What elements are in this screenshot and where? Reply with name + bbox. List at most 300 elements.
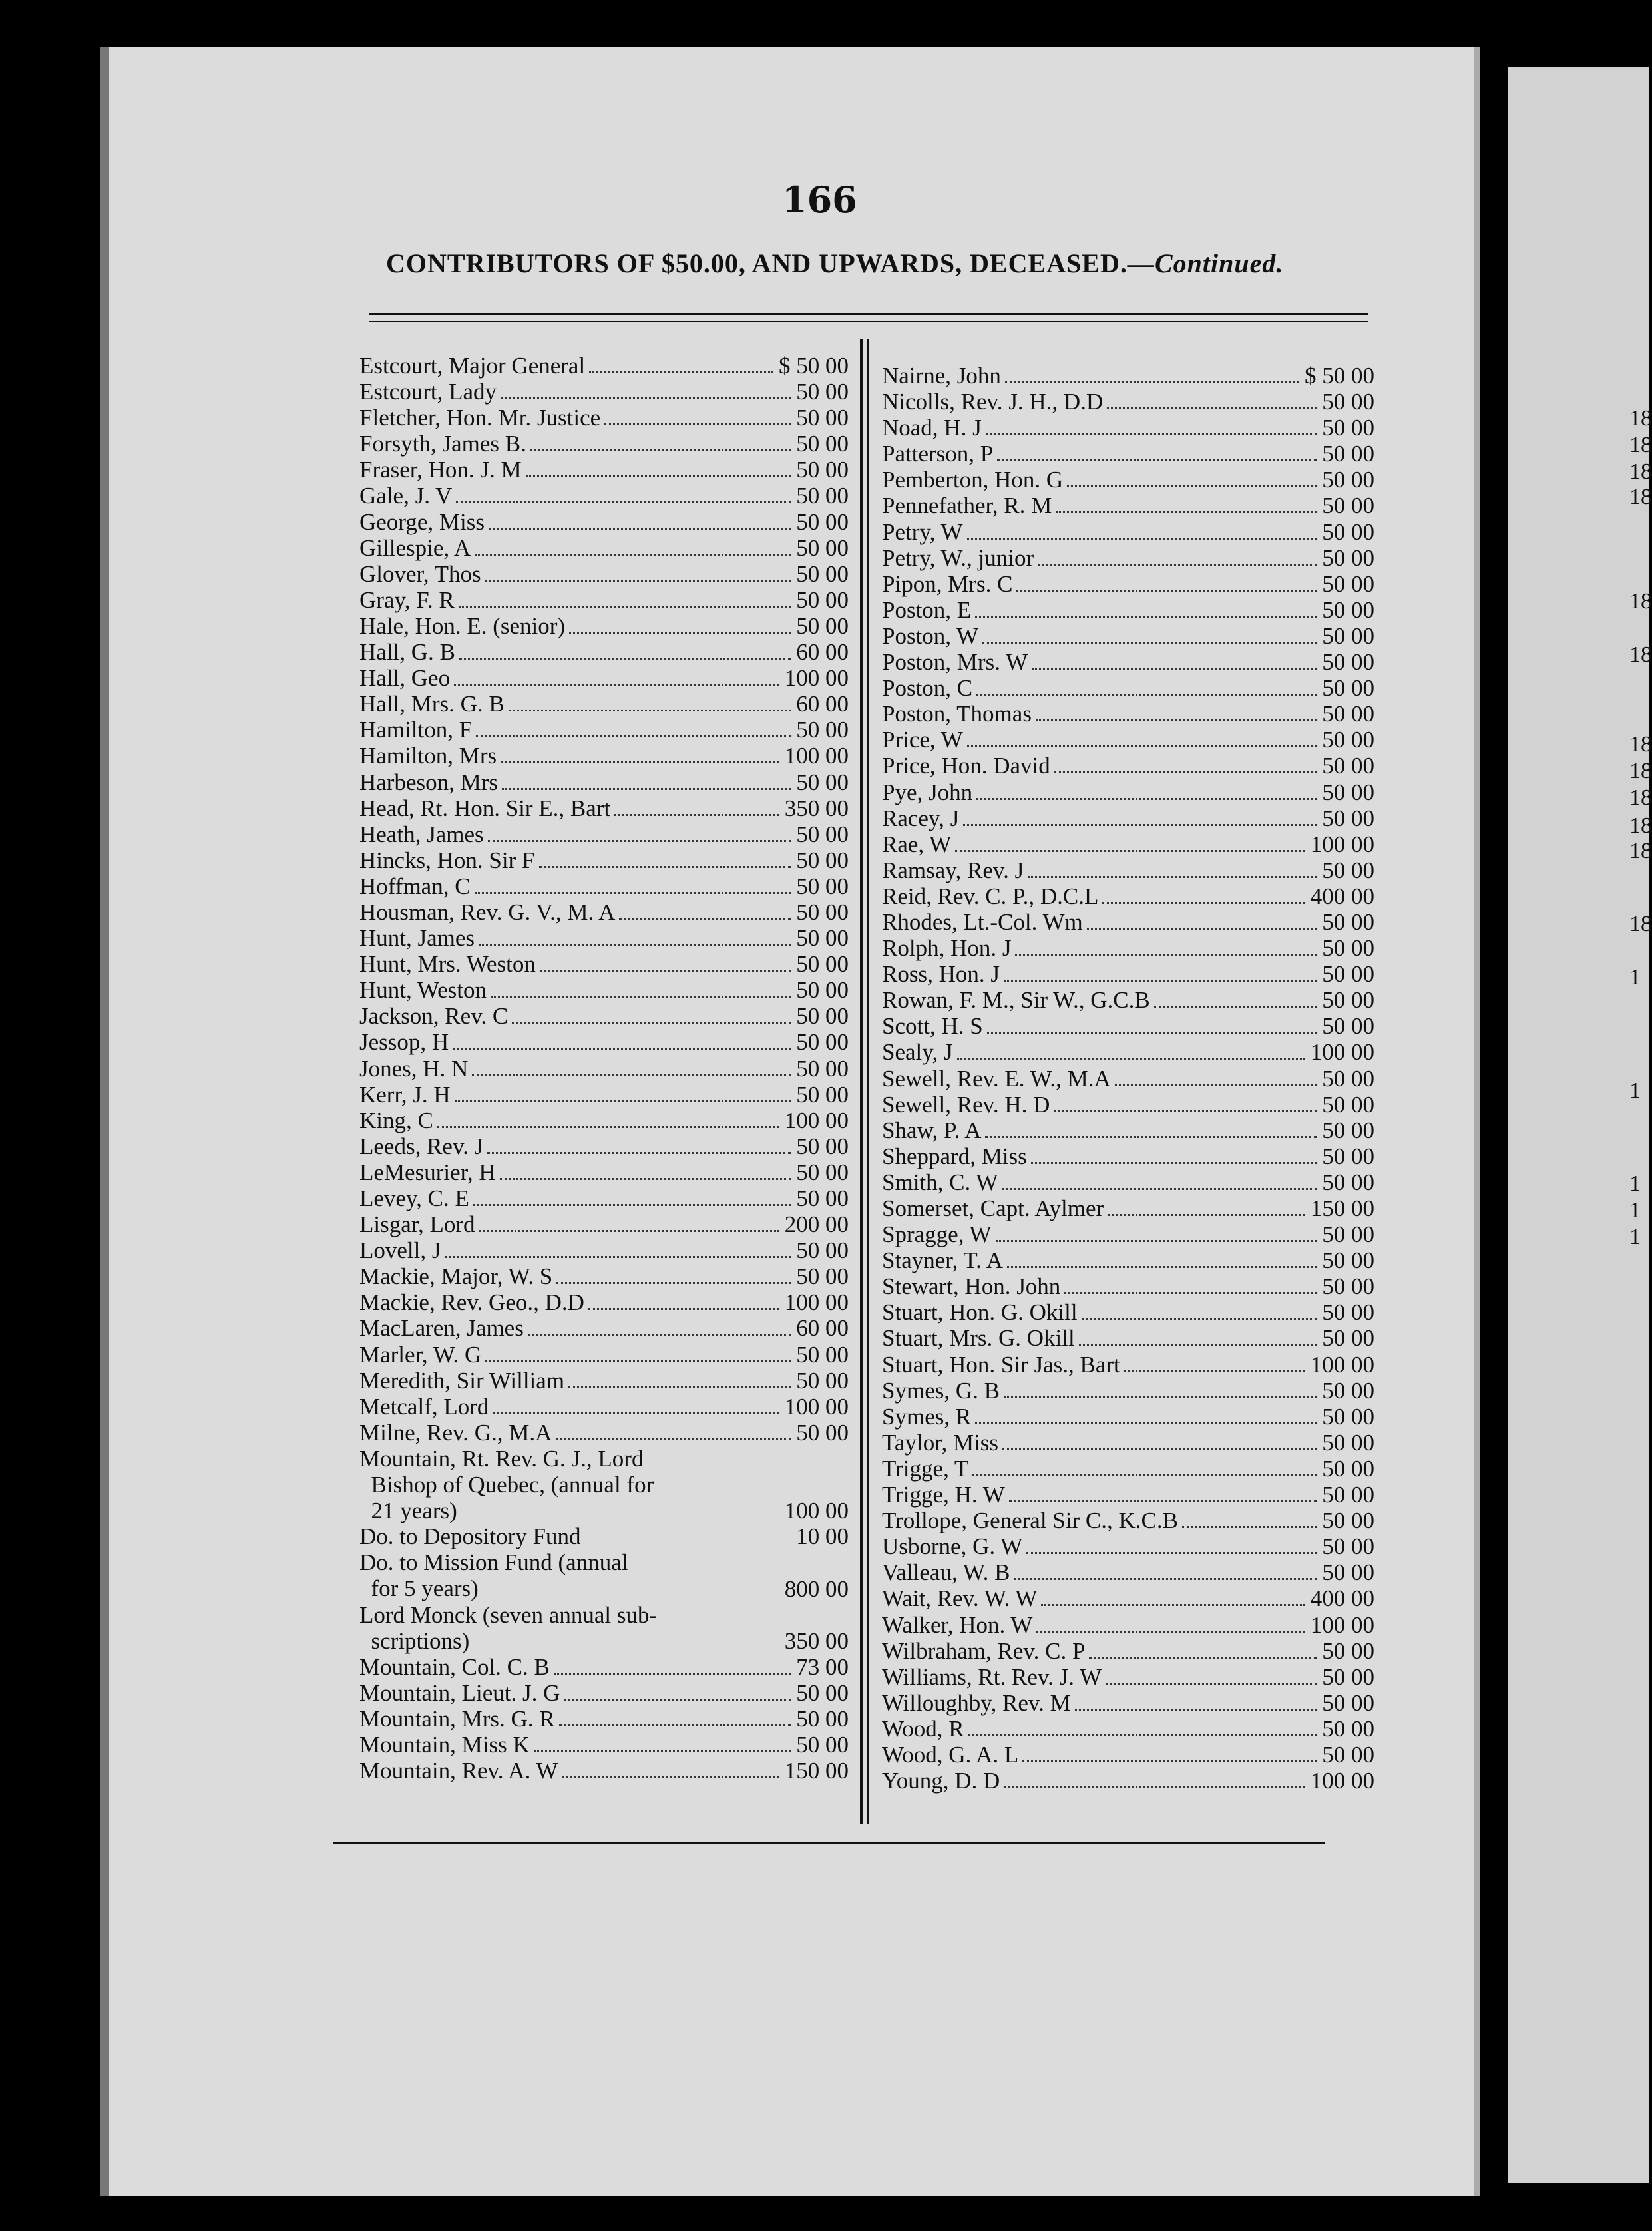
contributor-name: Levey, C. E [359, 1185, 469, 1211]
contribution-amount: 50 00 [1322, 467, 1374, 493]
dot-leader [972, 1456, 1317, 1476]
contributor-entry [359, 665, 849, 691]
contributor-name-line: Lord Monck (seven annual sub- [359, 1601, 658, 1628]
contributor-entry [359, 1368, 849, 1394]
contributor-entry [882, 597, 1374, 623]
contributor-name: Rhodes, Lt.-Col. Wm [882, 909, 1083, 935]
heading-continued: —Continued. [1127, 248, 1284, 278]
contributor-entry [882, 1221, 1374, 1247]
contributor-name-line: scriptions) [359, 1627, 470, 1654]
contributor-entry [359, 1159, 849, 1185]
contribution-amount: 50 00 [796, 1731, 849, 1758]
contributor-name: LeMesurier, H [359, 1159, 496, 1185]
dot-leader [1014, 1559, 1317, 1580]
contribution-amount: 50 00 [1322, 441, 1374, 467]
contributor-entry [359, 769, 849, 795]
contributor-entry [359, 561, 849, 587]
contributor-entry [882, 571, 1374, 597]
contributor-name: Mountain, Lieut. J. G [359, 1679, 560, 1706]
contributor-entry [882, 1664, 1374, 1690]
contributor-name: Poston, W [882, 622, 979, 649]
contributor-entry-multiline [359, 1523, 849, 1549]
margin-fragment: 18 [1629, 642, 1652, 667]
contributor-entry [359, 405, 849, 431]
contribution-amount: 100 00 [1310, 831, 1374, 857]
contribution-amount: 50 00 [796, 977, 849, 1004]
dot-leader [1087, 909, 1317, 930]
contributor-entry [882, 467, 1374, 493]
contributor-name: Jackson, Rev. C [359, 1003, 509, 1030]
contribution-amount: 50 00 [1322, 1403, 1374, 1430]
contributor-name: Petry, W., junior [882, 544, 1034, 571]
heading-main: CONTRIBUTORS OF $50.00, AND UPWARDS, DECEASED. [386, 248, 1128, 278]
contributor-name: Hale, Hon. E. (senior) [359, 612, 566, 639]
contributor-name: Nairne, John [882, 363, 1001, 389]
contributor-name: Milne, Rev. G., M.A [359, 1419, 552, 1446]
dot-leader [530, 431, 791, 451]
contributor-name: Wood, R [882, 1715, 964, 1742]
contributor-entry [359, 743, 849, 769]
contribution-amount: 50 00 [1322, 518, 1374, 545]
dot-leader [997, 441, 1317, 461]
contributor-entry [882, 1585, 1374, 1611]
contributor-entry [882, 1742, 1374, 1768]
contributor-name-line: Bishop of Quebec, (annual for [359, 1472, 654, 1498]
contributor-name: Fraser, Hon. J. M [359, 457, 522, 483]
contributor-name: Stuart, Mrs. G. Okill [882, 1325, 1075, 1352]
contribution-amount: 100 00 [784, 1393, 849, 1420]
contributor-entry [359, 353, 849, 379]
contributor-name: Somerset, Capt. Aylmer [882, 1195, 1104, 1221]
contributor-entry [882, 1325, 1374, 1351]
contributor-entry [359, 587, 849, 613]
dot-leader [564, 1680, 791, 1701]
dot-leader [1089, 1638, 1317, 1659]
contribution-amount: 100 00 [784, 743, 849, 769]
contributor-name: Heath, James [359, 821, 484, 847]
contributor-name: Spragge, W [882, 1221, 992, 1248]
dot-leader [556, 1263, 791, 1284]
contribution-amount: 50 00 [1322, 805, 1374, 831]
bottom-rule [333, 1842, 1325, 1844]
contributor-entry [882, 1716, 1374, 1742]
contribution-amount: 400 00 [1310, 883, 1374, 909]
contribution-amount: 100 00 [1310, 1611, 1374, 1638]
margin-fragment: 1 [1629, 1171, 1641, 1196]
contributor-name: Gillespie, A [359, 534, 471, 561]
contributor-name: Smith, C. W [882, 1169, 998, 1195]
contribution-amount: 50 00 [1322, 493, 1374, 519]
contributor-name: Price, W [882, 727, 963, 753]
dot-leader [1015, 935, 1317, 956]
contributor-name: Stuart, Hon. Sir Jas., Bart [882, 1351, 1120, 1378]
margin-fragment: 1 [1629, 965, 1641, 990]
contribution-amount: 100 00 [784, 1289, 849, 1316]
contribution-amount: 50 00 [796, 1029, 849, 1056]
contributor-name: Wilbraham, Rev. C. P [882, 1637, 1086, 1664]
contribution-amount: 50 00 [1322, 1221, 1374, 1248]
contributor-entry [882, 1039, 1374, 1065]
contribution-amount: 50 00 [796, 508, 849, 535]
contributor-name: Petry, W [882, 518, 963, 545]
dot-leader [1064, 1273, 1317, 1294]
contributor-name: Pennefather, R. M [882, 493, 1052, 519]
contributor-entry [359, 1211, 849, 1237]
dot-leader [454, 665, 779, 686]
dot-leader [479, 925, 791, 946]
margin-fragment: 18 [1629, 732, 1652, 757]
contributor-name: Mackie, Rev. Geo., D.D [359, 1289, 584, 1316]
contributor-name: Reid, Rev. C. P., D.C.L [882, 883, 1099, 909]
contribution-amount: 50 00 [1322, 1117, 1374, 1143]
contributor-entry [359, 1289, 849, 1315]
dot-leader [472, 1056, 791, 1076]
contributor-name: Hoffman, C [359, 873, 471, 899]
dot-leader [493, 1394, 779, 1414]
dot-leader [1108, 1195, 1305, 1216]
contribution-amount: 50 00 [796, 717, 849, 743]
dot-leader [501, 379, 791, 399]
contributor-name-line: Mountain, Rt. Rev. G. J., Lord [359, 1445, 644, 1472]
dot-leader [485, 1342, 791, 1362]
contributor-name: Scott, H. S [882, 1013, 983, 1040]
contribution-amount: 50 00 [796, 379, 849, 405]
dot-leader [445, 1237, 791, 1258]
contribution-amount: 73 00 [796, 1653, 849, 1680]
contributor-name: Hamilton, Mrs [359, 743, 497, 769]
dot-leader [982, 623, 1317, 644]
contribution-amount: 50 00 [1322, 961, 1374, 988]
contributor-name-line: for 5 years) [359, 1575, 479, 1602]
contributor-entry [882, 1533, 1374, 1559]
contributor-entry [882, 1169, 1374, 1195]
contributor-entry [359, 639, 849, 665]
contributor-entry [882, 1247, 1374, 1273]
contributor-entry [882, 1612, 1374, 1638]
contributor-entry [359, 1056, 849, 1082]
dot-leader [455, 1082, 791, 1102]
contributor-name: Noad, H. J [882, 415, 982, 441]
contribution-amount: 50 00 [796, 534, 849, 561]
contributor-name-line: Do. to Depository Fund [359, 1523, 581, 1550]
dot-leader [996, 1221, 1317, 1242]
contribution-amount: 50 00 [1322, 596, 1374, 623]
contributor-entry-multiline [359, 1602, 849, 1654]
right-column [882, 363, 1374, 1794]
contributor-name: Rae, W [882, 831, 952, 857]
dot-leader [540, 951, 791, 972]
contribution-amount: 100 00 [1310, 1768, 1374, 1794]
dot-leader [967, 727, 1317, 747]
contributor-entry [882, 961, 1374, 987]
dot-leader [554, 1654, 791, 1675]
dot-leader [485, 561, 791, 582]
contributor-entry [882, 519, 1374, 545]
contributor-name: Mountain, Rev. A. W [359, 1758, 558, 1784]
contributor-entry [359, 613, 849, 639]
contributor-entry [882, 883, 1374, 909]
dot-leader [985, 1117, 1317, 1138]
contributor-name: Leeds, Rev. J [359, 1133, 484, 1159]
dot-leader [1154, 987, 1317, 1008]
contribution-amount: 50 00 [796, 951, 849, 978]
contributor-name: Sheppard, Miss [882, 1143, 1027, 1169]
contributor-entry [882, 1143, 1374, 1169]
contribution-amount: 50 00 [1322, 1273, 1374, 1300]
dot-leader [1005, 363, 1299, 383]
contribution-amount: 50 00 [796, 769, 849, 795]
dot-leader [1038, 545, 1317, 566]
contributor-name: Mountain, Mrs. G. R [359, 1705, 555, 1732]
contributor-entry [359, 379, 849, 405]
contribution-amount: 50 00 [1322, 389, 1374, 415]
dot-leader [1007, 1247, 1317, 1268]
contributor-name: Patterson, P [882, 441, 994, 467]
contributor-name: George, Miss [359, 508, 485, 535]
contributor-entry [882, 779, 1374, 805]
contribution-amount: $ 50 00 [779, 353, 849, 379]
contributor-entry [359, 457, 849, 483]
contribution-amount: 50 00 [1322, 1482, 1374, 1508]
contributor-name: Mountain, Miss K [359, 1731, 530, 1758]
dot-leader [967, 519, 1317, 540]
dot-leader [559, 1706, 791, 1726]
contribution-amount: 50 00 [1322, 701, 1374, 727]
contribution-amount: 50 00 [1322, 1663, 1374, 1690]
dot-leader [604, 405, 791, 425]
contributor-entry [882, 675, 1374, 701]
adjacent-page-edge [1508, 67, 1649, 2183]
contributor-name-line: 21 years) [359, 1498, 457, 1524]
contributor-entry [882, 1508, 1374, 1533]
contributor-name: Trigge, H. W [882, 1482, 1005, 1508]
contributor-entry [882, 1195, 1374, 1221]
contributor-entry [359, 1003, 849, 1029]
dot-leader [955, 831, 1305, 852]
contribution-amount: 150 00 [784, 1758, 849, 1784]
contribution-amount: 50 00 [1322, 1741, 1374, 1768]
contribution-amount: 50 00 [1322, 1091, 1374, 1117]
column-divider-2 [867, 339, 869, 1824]
contribution-amount: 50 00 [1322, 1637, 1374, 1664]
contributor-entry [882, 649, 1374, 675]
contribution-amount: 50 00 [796, 821, 849, 847]
contributor-entry [882, 441, 1374, 467]
contributor-entry [359, 1680, 849, 1706]
contributor-name: Poston, Mrs. W [882, 649, 1028, 676]
dot-leader [968, 1716, 1317, 1736]
contribution-amount: 50 00 [1322, 1247, 1374, 1274]
contribution-amount: 50 00 [1322, 727, 1374, 753]
contributor-entry [359, 1108, 849, 1133]
contribution-amount: 50 00 [1322, 1508, 1374, 1534]
contributor-entry [882, 1378, 1374, 1404]
contributor-entry [359, 1706, 849, 1732]
dot-leader [512, 1003, 791, 1024]
contributor-name: Marler, W. G [359, 1341, 482, 1368]
contribution-amount: 50 00 [796, 1185, 849, 1211]
contributor-name: Williams, Rt. Rev. J. W [882, 1663, 1102, 1690]
contribution-amount: 350 00 [784, 795, 849, 821]
contributor-name: Poston, E [882, 596, 972, 623]
contribution-amount: 50 00 [1322, 622, 1374, 649]
contributor-entry [359, 1315, 849, 1341]
contribution-amount: 50 00 [796, 457, 849, 483]
dot-leader [1102, 883, 1305, 904]
dot-leader [1082, 1299, 1317, 1320]
dot-leader [539, 847, 791, 868]
contributor-entry [359, 509, 849, 535]
contributor-name: Mountain, Col. C. B [359, 1653, 550, 1680]
contributor-entry [359, 691, 849, 717]
dot-leader [1106, 1664, 1317, 1685]
contributor-name: Sewell, Rev. E. W., M.A [882, 1065, 1111, 1092]
contributor-entry [882, 415, 1374, 441]
dot-leader [976, 779, 1317, 800]
top-rule [369, 313, 1368, 315]
contributor-name: MacLaren, James [359, 1315, 524, 1342]
contributor-name: Symes, R [882, 1403, 972, 1430]
dot-leader [1004, 1378, 1317, 1398]
contributor-name: Symes, G. B [882, 1377, 1000, 1404]
contributor-entry [882, 363, 1374, 389]
contributor-name: Usborne, G. W [882, 1533, 1023, 1560]
dot-leader [459, 639, 791, 660]
contributor-name: Meredith, Sir William [359, 1367, 565, 1394]
contributor-entry [882, 1430, 1374, 1456]
dot-leader [1036, 1612, 1305, 1633]
contribution-amount: 50 00 [796, 431, 849, 457]
contributor-entry [882, 753, 1374, 779]
contributor-entry [882, 805, 1374, 831]
contributor-name: Hall, Mrs. G. B [359, 691, 505, 717]
dot-leader [588, 1289, 779, 1310]
contribution-amount: 200 00 [784, 1211, 849, 1238]
contributor-entry [882, 493, 1374, 518]
contribution-amount: 60 00 [796, 691, 849, 717]
contributor-name: Taylor, Miss [882, 1429, 999, 1456]
contributor-name: Sealy, J [882, 1039, 953, 1066]
contributor-entry [882, 909, 1374, 935]
contributor-entry [882, 1638, 1374, 1664]
contribution-amount: 100 00 [1310, 1039, 1374, 1066]
contribution-amount: 50 00 [796, 1237, 849, 1264]
dot-leader [1079, 1325, 1317, 1346]
margin-fragment: 18 [1629, 406, 1652, 431]
contribution-amount: 50 00 [796, 1341, 849, 1368]
contributor-name: Lovell, J [359, 1237, 441, 1264]
contributor-entry [882, 987, 1374, 1013]
dot-leader [1032, 649, 1317, 670]
contribution-amount: 60 00 [796, 1315, 849, 1342]
dot-leader [534, 1732, 791, 1752]
contributor-name: King, C [359, 1107, 433, 1133]
dot-leader [1041, 1585, 1305, 1606]
contributor-entry [359, 483, 849, 508]
margin-fragment: 18 [1629, 785, 1652, 810]
contributor-name: Trollope, General Sir C., K.C.B [882, 1508, 1178, 1534]
contribution-amount: 50 00 [1322, 1377, 1374, 1404]
contribution-amount: 100 00 [1310, 1351, 1374, 1378]
margin-fragment: 18 [1629, 759, 1652, 783]
dot-leader [1004, 1768, 1305, 1788]
contributor-name: Hunt, James [359, 925, 475, 952]
contributor-name: Hunt, Mrs. Weston [359, 951, 536, 978]
contribution-amount: 50 00 [1322, 1689, 1374, 1716]
contributor-name: Estcourt, Major General [359, 353, 586, 379]
contributor-entry [882, 389, 1374, 415]
margin-fragment: 1 [1629, 1198, 1641, 1223]
contribution-amount: 50 00 [796, 405, 849, 431]
dot-leader [437, 1108, 779, 1128]
contribution-amount: 50 00 [1322, 1559, 1374, 1586]
dot-leader [528, 1315, 791, 1336]
contributor-name: Pipon, Mrs. C [882, 570, 1013, 597]
contribution-amount: 50 00 [796, 1705, 849, 1732]
dot-leader [976, 675, 1317, 696]
contributor-name: Housman, Rev. G. V., M. A [359, 899, 616, 925]
contributor-name: Gray, F. R [359, 586, 455, 613]
contributor-name: Sewell, Rev. H. D [882, 1091, 1050, 1117]
contributor-name: Gale, J. V [359, 483, 453, 509]
contributor-entry-multiline [359, 1549, 849, 1601]
margin-fragment: 18 [1629, 459, 1652, 484]
contributor-name: Hall, G. B [359, 639, 455, 666]
contributor-name: Mackie, Major, W. S [359, 1263, 553, 1290]
contributor-entry [359, 535, 849, 561]
contribution-amount: 60 00 [796, 639, 849, 666]
contributor-name: Pemberton, Hon. G [882, 467, 1064, 493]
contribution-amount: 50 00 [1322, 675, 1374, 702]
contributor-entry [359, 431, 849, 457]
contributor-name: Rowan, F. M., Sir W., G.C.B [882, 987, 1150, 1014]
contributor-name: Jessop, H [359, 1029, 449, 1056]
dot-leader [475, 873, 791, 894]
contributor-name: Fletcher, Hon. Mr. Justice [359, 405, 601, 431]
contribution-amount: 50 00 [1322, 1299, 1374, 1326]
contribution-amount: 50 00 [796, 1003, 849, 1030]
contributor-name: Poston, Thomas [882, 701, 1032, 727]
contributor-name: Walker, Hon. W [882, 1611, 1033, 1638]
margin-fragment: 18 [1629, 813, 1652, 838]
contributor-name: Hunt, Weston [359, 977, 487, 1004]
dot-leader [1182, 1508, 1317, 1528]
contribution-amount: 50 00 [1322, 779, 1374, 805]
dot-leader [502, 769, 791, 790]
margin-fragment: 1 [1629, 1225, 1641, 1249]
contributor-name: Glover, Thos [359, 560, 481, 587]
dot-leader [562, 1758, 779, 1778]
contributor-entry [359, 1732, 849, 1758]
contributor-entry [359, 1185, 849, 1211]
dot-leader [488, 821, 791, 842]
contributor-entry [359, 1029, 849, 1055]
contribution-amount: 50 00 [1322, 1169, 1374, 1195]
dot-leader [476, 717, 791, 737]
dot-leader [1031, 1143, 1317, 1164]
dot-leader [589, 353, 773, 373]
margin-fragment: 18 [1629, 589, 1652, 614]
contribution-amount: 50 00 [1322, 415, 1374, 441]
top-rule-2 [369, 321, 1368, 322]
dot-leader [975, 597, 1317, 618]
contributor-name: Jones, H. N [359, 1055, 469, 1082]
dot-leader [1054, 1092, 1317, 1112]
contribution-amount: 100 00 [784, 1498, 849, 1524]
contribution-amount: $ 50 00 [1305, 363, 1374, 389]
contribution-amount: 50 00 [1322, 1143, 1374, 1169]
contribution-amount: 50 00 [796, 1055, 849, 1082]
